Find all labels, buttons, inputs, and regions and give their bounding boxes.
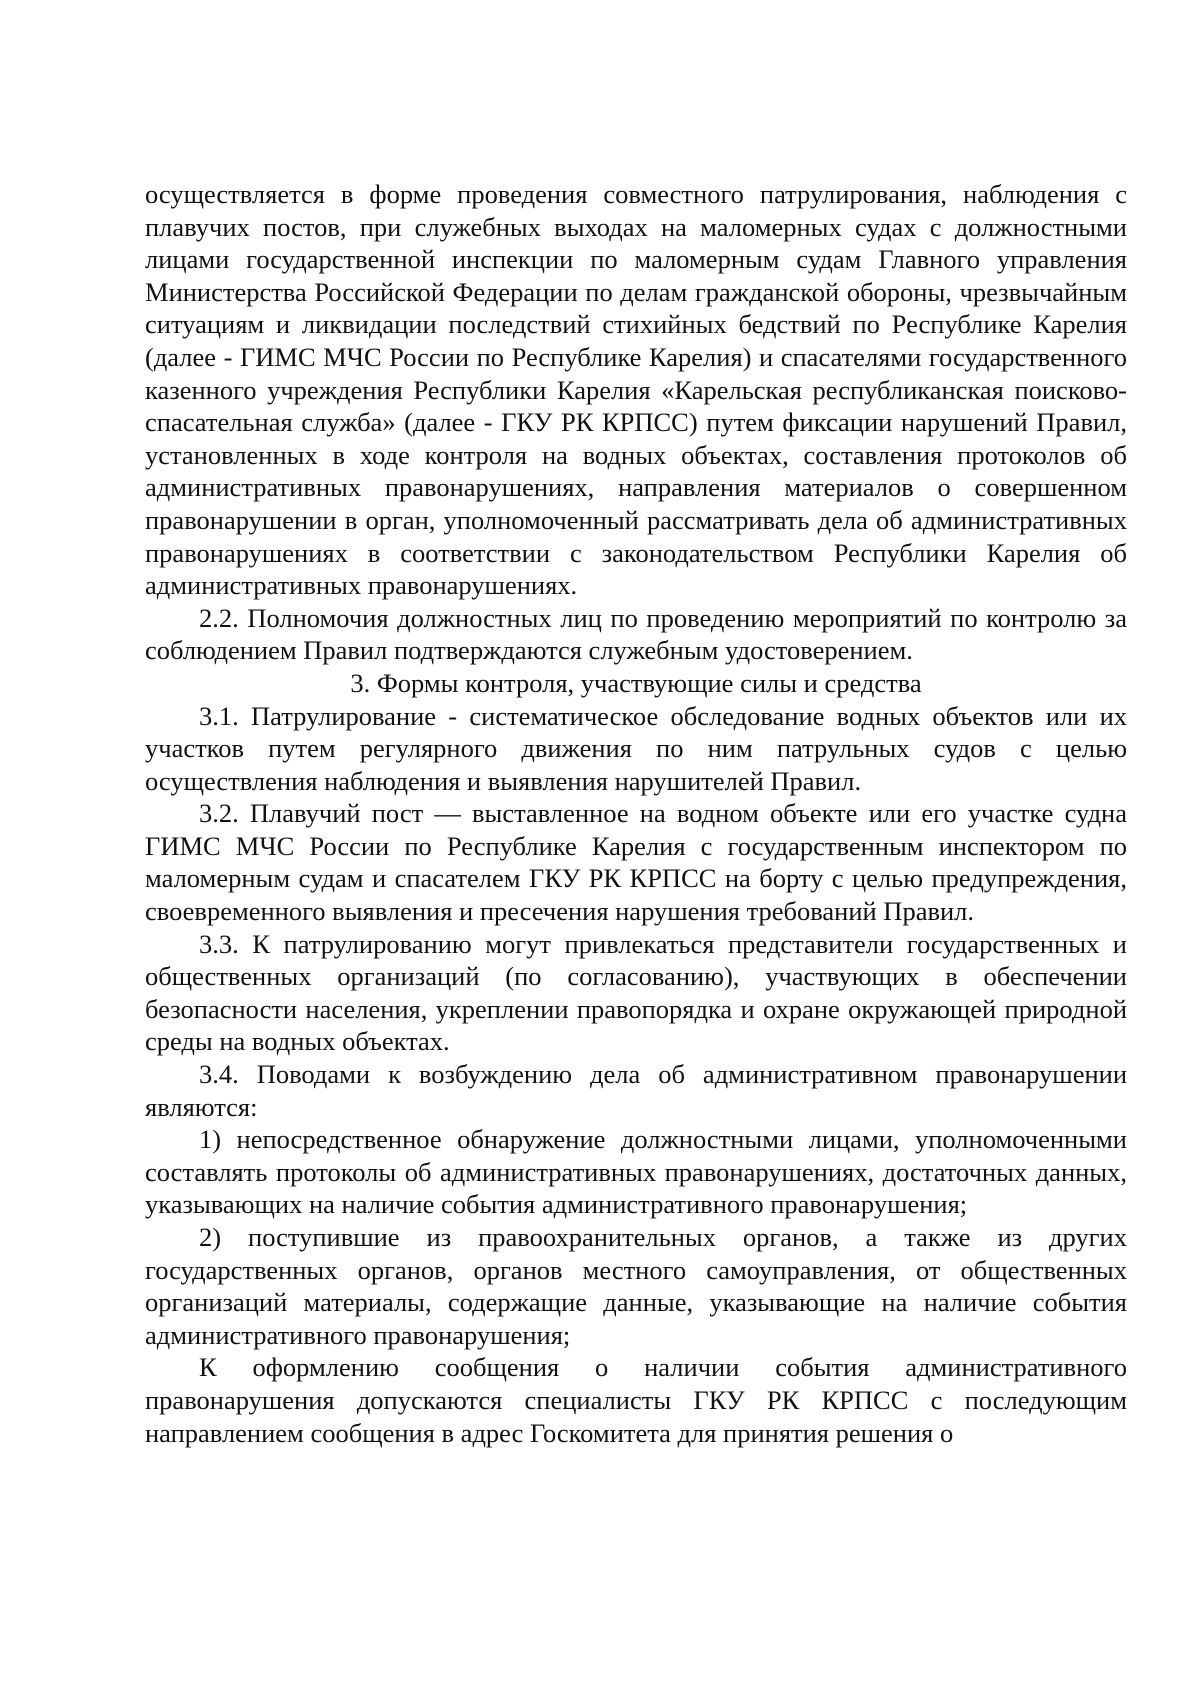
list-item-1: 1) непосредственное обнаружение должностными лицами, уполномоченными составлять протоколы об административных правонарушениях, достаточных данных, указывающих на наличие события административного правонарушения; <box>145 1124 1127 1220</box>
paragraph-3-1: 3.1. Патрулирование - систематическое обследование водных объектов или их участков путем регулярного движения по ним патрульных судов с целью осуществления наблюдения и выявления нарушителей Правил. <box>145 700 1127 796</box>
paragraph-continuation: осуществляется в форме проведения совместного патрулирования, наблюдения с плавучих постов, при служебных выходах на маломерных судах с должностными лицами государственной инспекции по маломерным судам Главного управления Министерства Российской Федерации по делам гражданской обороны, чрезвычайным ситуациям и ликвидации последствий стихийных бедствий по Республике Карелия (далее - ГИМС МЧС России по Республике Карелия) и спасателями государственного казенного учреждения Республики Карелия «Карельская республиканская поисково-спасательная служба» (далее - ГКУ РК КРПСС) путем фиксации нарушений Правил, установленных в ходе контроля на водных объектах, составления протоколов об административных правонарушениях, направления материалов о совершенном правонарушении в орган, уполномоченный рассматривать дела об административных правонарушениях в соответствии с законодательством Республики Карелия об административных правонарушениях. <box>145 179 1127 601</box>
paragraph-3-2: 3.2. Плавучий пост — выставленное на водном объекте или его участке судна ГИМС МЧС России по Республике Карелия с государственным инспектором по маломерным судам и спасателем ГКУ РК КРПСС на борту с целью предупреждения, своевременного выявления и пресечения нарушения требований Правил. <box>145 798 1127 927</box>
list-item-2: 2) поступившие из правоохранительных органов, а также из других государственных органов, органов местного самоуправления, от общественных организаций материалы, содержащие данные, указывающие на наличие события административного правонарушения; <box>145 1222 1127 1350</box>
paragraph-notification: К оформлению сообщения о наличии события административного правонарушения допускаются специалисты ГКУ РК КРПСС с последующим направлением сообщения в адрес Госкомитета для принятия решения о <box>145 1352 1127 1448</box>
section-heading: 3. Формы контроля, участвующие силы и средства <box>350 667 922 698</box>
document-page <box>145 178 1127 1449</box>
paragraph-3-4: 3.4. Поводами к возбуждению дела об административном правонарушении являются: <box>145 1059 1127 1122</box>
paragraph-2-2: 2.2. Полномочия должностных лиц по проведению мероприятий по контролю за соблюдением Правил подтверждаются служебным удостоверением. <box>145 602 1127 666</box>
paragraph-3-3: 3.3. К патрулированию могут привлекаться представители государственных и общественных организаций (по согласованию), участвующих в обеспечении безопасности населения, укреплении правопорядка и охране окружающей природной среды на водных объектах. <box>145 928 1127 1057</box>
